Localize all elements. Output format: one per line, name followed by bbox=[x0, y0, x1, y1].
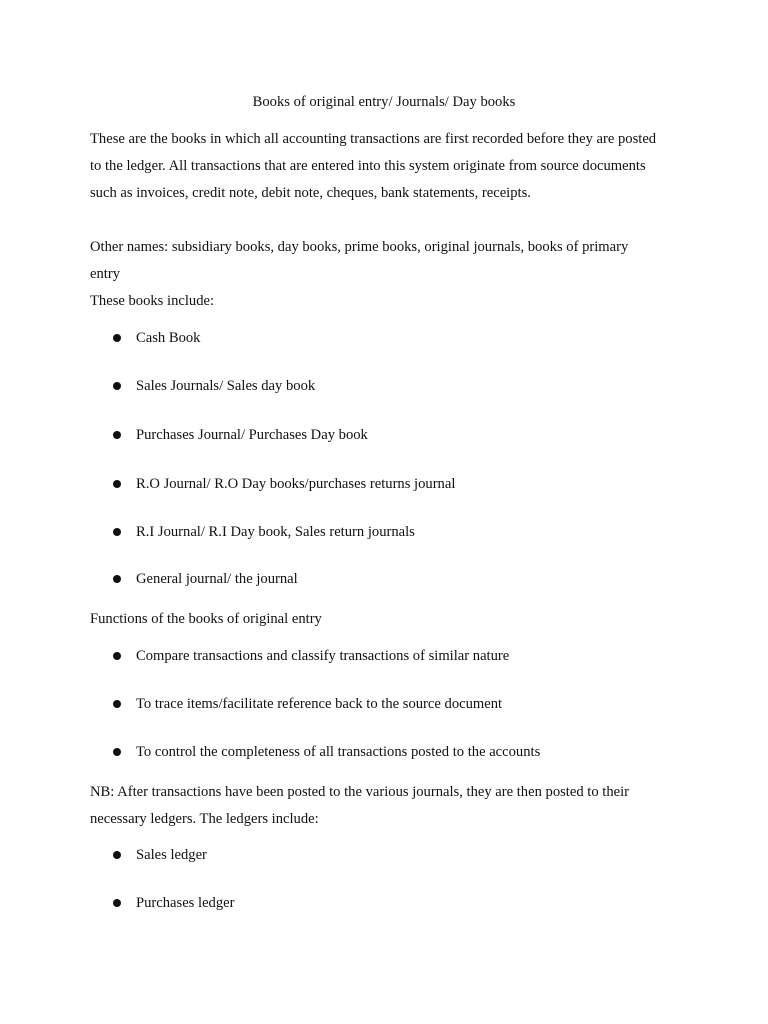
list-item-text: Sales Journals/ Sales day book bbox=[136, 378, 316, 394]
intro-line: to the ledger. All transactions that are entered into this system originate from source documents bbox=[90, 158, 646, 174]
bullet-dot-icon bbox=[113, 652, 121, 660]
list-item-text: To trace items/facilitate reference back to the source document bbox=[136, 696, 503, 712]
bullet-dot-icon bbox=[113, 851, 121, 859]
list-item-text: Purchases Journal/ Purchases Day book bbox=[136, 427, 368, 443]
list-item-text: R.O Journal/ R.O Day books/purchases returns journal bbox=[136, 476, 456, 492]
list-item-text: Purchases ledger bbox=[136, 895, 235, 911]
books-include-heading: These books include: bbox=[90, 293, 215, 309]
bullet-dot-icon bbox=[113, 480, 121, 488]
other-names-paragraph bbox=[90, 234, 690, 288]
functions-heading: Functions of the books of original entry bbox=[90, 611, 322, 627]
bullet-dot-icon bbox=[113, 700, 121, 708]
bullet-dot-icon bbox=[113, 431, 121, 439]
other-names-line: entry bbox=[90, 266, 120, 282]
bullet-dot-icon bbox=[113, 382, 121, 390]
list-item-text: R.I Journal/ R.I Day book, Sales return journals bbox=[136, 524, 415, 540]
bullet-dot-icon bbox=[113, 334, 121, 342]
intro-line: such as invoices, credit note, debit note, cheques, bank statements, receipts. bbox=[90, 185, 531, 201]
list-item-text: Cash Book bbox=[136, 330, 201, 346]
bullet-dot-icon bbox=[113, 528, 121, 536]
list-item-text: Sales ledger bbox=[136, 847, 207, 863]
document-title: Books of original entry/ Journals/ Day books bbox=[252, 94, 516, 110]
nb-line: necessary ledgers. The ledgers include: bbox=[90, 811, 319, 827]
list-item-text: General journal/ the journal bbox=[136, 571, 298, 587]
list-item-text: Compare transactions and classify transactions of similar nature bbox=[136, 648, 510, 664]
bullet-dot-icon bbox=[113, 575, 121, 583]
list-item-text: To control the completeness of all transactions posted to the accounts bbox=[136, 744, 541, 760]
intro-paragraph bbox=[90, 126, 690, 207]
intro-line: These are the books in which all accounting transactions are first recorded before they are posted bbox=[90, 131, 657, 147]
nb-paragraph bbox=[90, 779, 690, 833]
bullet-dot-icon bbox=[113, 899, 121, 907]
bullet-dot-icon bbox=[113, 748, 121, 756]
nb-line: NB: After transactions have been posted to the various journals, they are then posted to their bbox=[90, 784, 630, 800]
other-names-line: Other names: subsidiary books, day books, prime books, original journals, books of primary bbox=[90, 239, 629, 255]
